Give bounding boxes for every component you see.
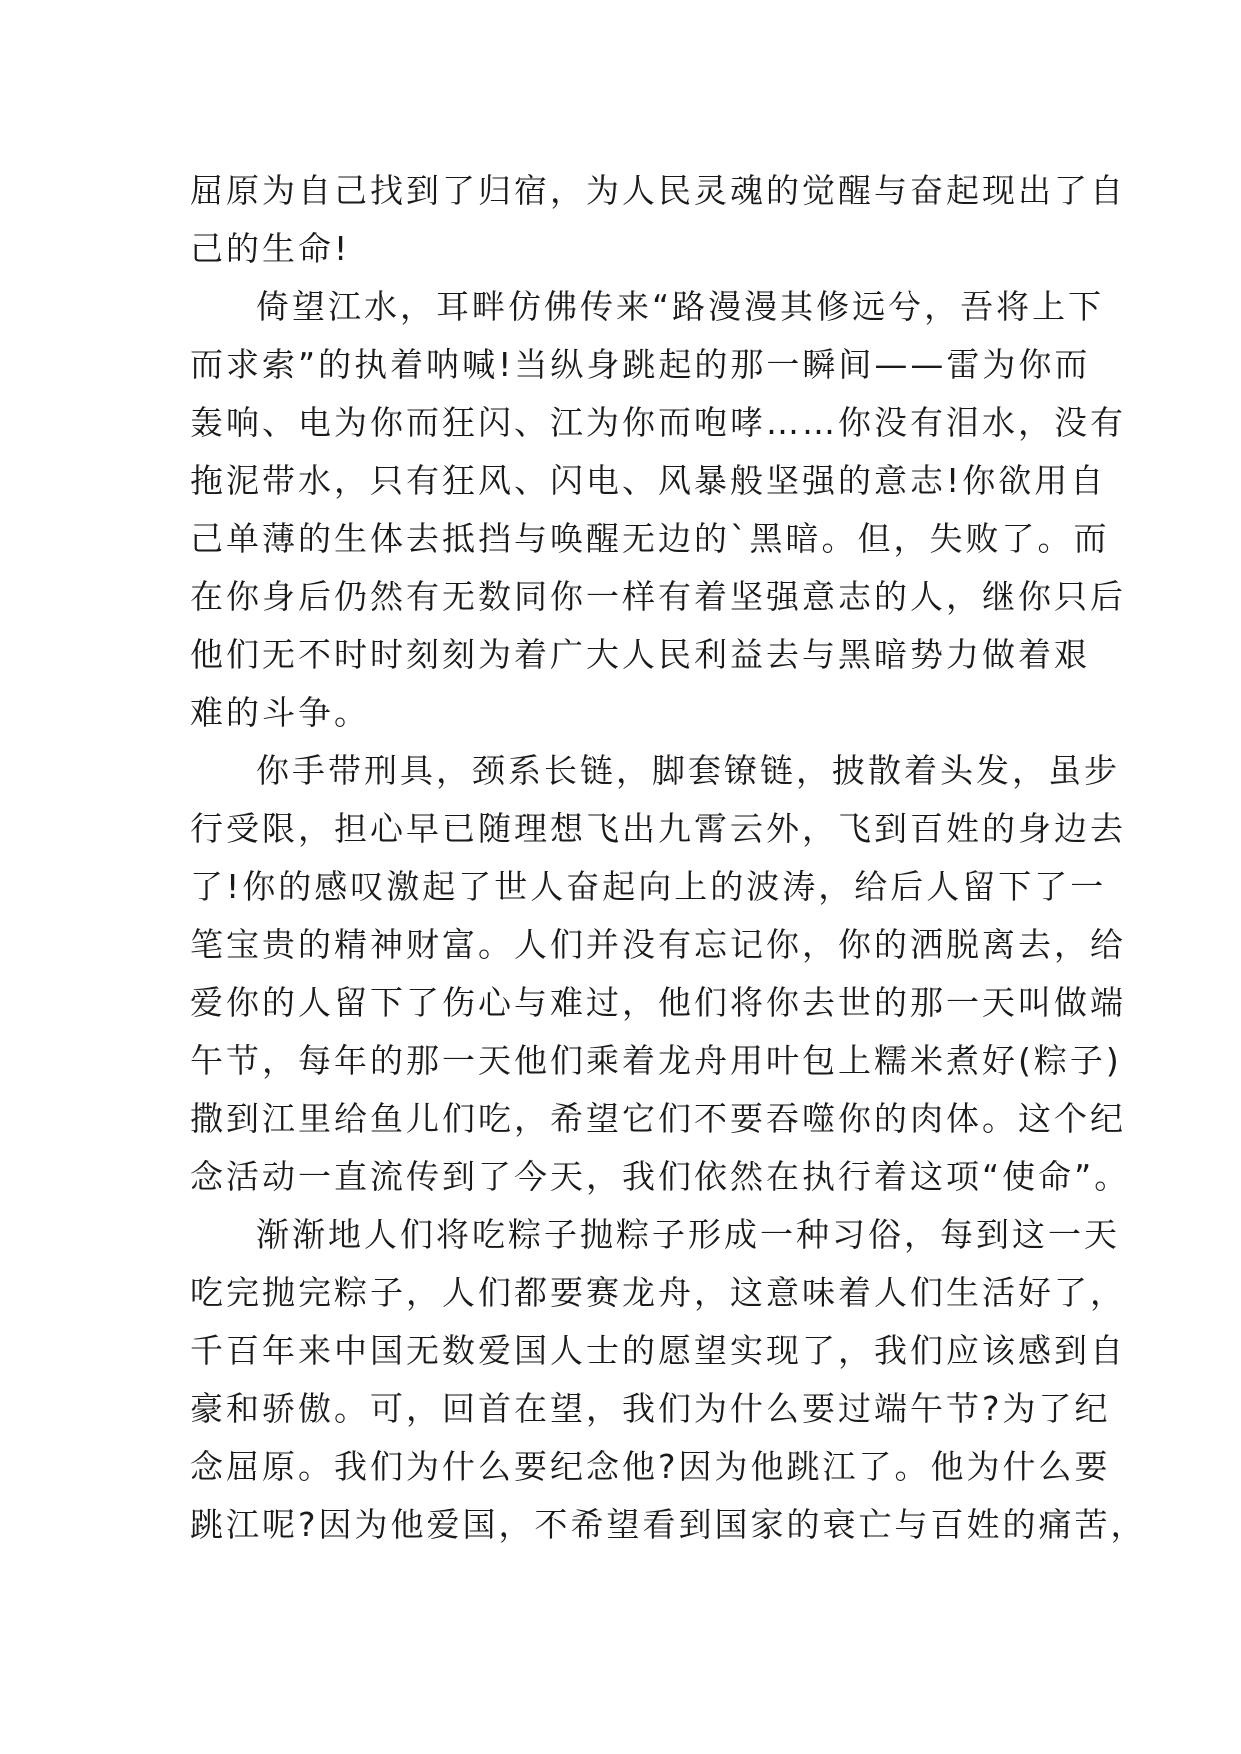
text-line: 豪和骄傲。可，回首在望，我们为什么要过端午节?为了纪 — [190, 1389, 1111, 1428]
text-line: 行受限，担心早已随理想飞出九霄云外，飞到百姓的身边去 — [190, 809, 1126, 848]
text-line: 己的生命! — [190, 229, 351, 268]
text-line: 念活动一直流传到了今天，我们依然在执行着这项“使命”。 — [190, 1157, 1131, 1196]
text-line: 己单薄的生体去抵挡与唤醒无边的`黑暗。但，失败了。而 — [190, 519, 1110, 558]
text-line: 千百年来中国无数爱国人士的愿望实现了，我们应该感到自 — [190, 1331, 1126, 1370]
text-line: 屈原为自己找到了归宿，为人民灵魂的觉醒与奋起现出了自 — [190, 171, 1126, 210]
text-line: 撒到江里给鱼儿们吃，希望它们不要吞噬你的肉体。这个纪 — [190, 1099, 1126, 1138]
text-line: 爱你的人留下了伤心与难过，他们将你去世的那一天叫做端 — [190, 983, 1126, 1022]
paragraph-start-line: 倚望江水，耳畔仿佛传来“路漫漫其修远兮，吾将上下 — [256, 287, 1105, 326]
text-line: 跳江呢?因为他爱国，不希望看到国家的衰亡与百姓的痛苦， — [190, 1505, 1147, 1544]
text-line: 拖泥带水，只有狂风、闪电、风暴般坚强的意志!你欲用自 — [190, 461, 1107, 500]
text-line: 而求索”的执着呐喊!当纵身跳起的那一瞬间——雷为你而 — [190, 345, 1091, 384]
text-line: 在你身后仍然有无数同你一样有着坚强意志的人，继你只后 — [190, 577, 1126, 616]
text-line: 他们无不时时刻刻为着广大人民利益去与黑暗势力做着艰 — [190, 635, 1090, 674]
text-line: 难的斗争。 — [190, 693, 370, 732]
paragraph-start-line: 你手带刑具，颈系长链，脚套镣链，披散着头发，虽步 — [256, 751, 1120, 790]
document-body — [190, 162, 1147, 1554]
text-line: 笔宝贵的精神财富。人们并没有忘记你，你的洒脱离去，给 — [190, 925, 1126, 964]
text-line: 轰响、电为你而狂闪、江为你而咆哮……你没有泪水，没有 — [190, 403, 1126, 442]
text-line: 了!你的感叹激起了世人奋起向上的波涛，给后人留下了一 — [190, 867, 1107, 906]
text-line: 午节，每年的那一天他们乘着龙舟用叶包上糯米煮好(粽子) — [190, 1041, 1122, 1080]
paragraph-start-line: 渐渐地人们将吃粽子抛粽子形成一种习俗，每到这一天 — [256, 1215, 1120, 1254]
text-line: 吃完抛完粽子，人们都要赛龙舟，这意味着人们生活好了， — [190, 1273, 1126, 1312]
text-line: 念屈原。我们为什么要纪念他?因为他跳江了。他为什么要 — [190, 1447, 1111, 1486]
